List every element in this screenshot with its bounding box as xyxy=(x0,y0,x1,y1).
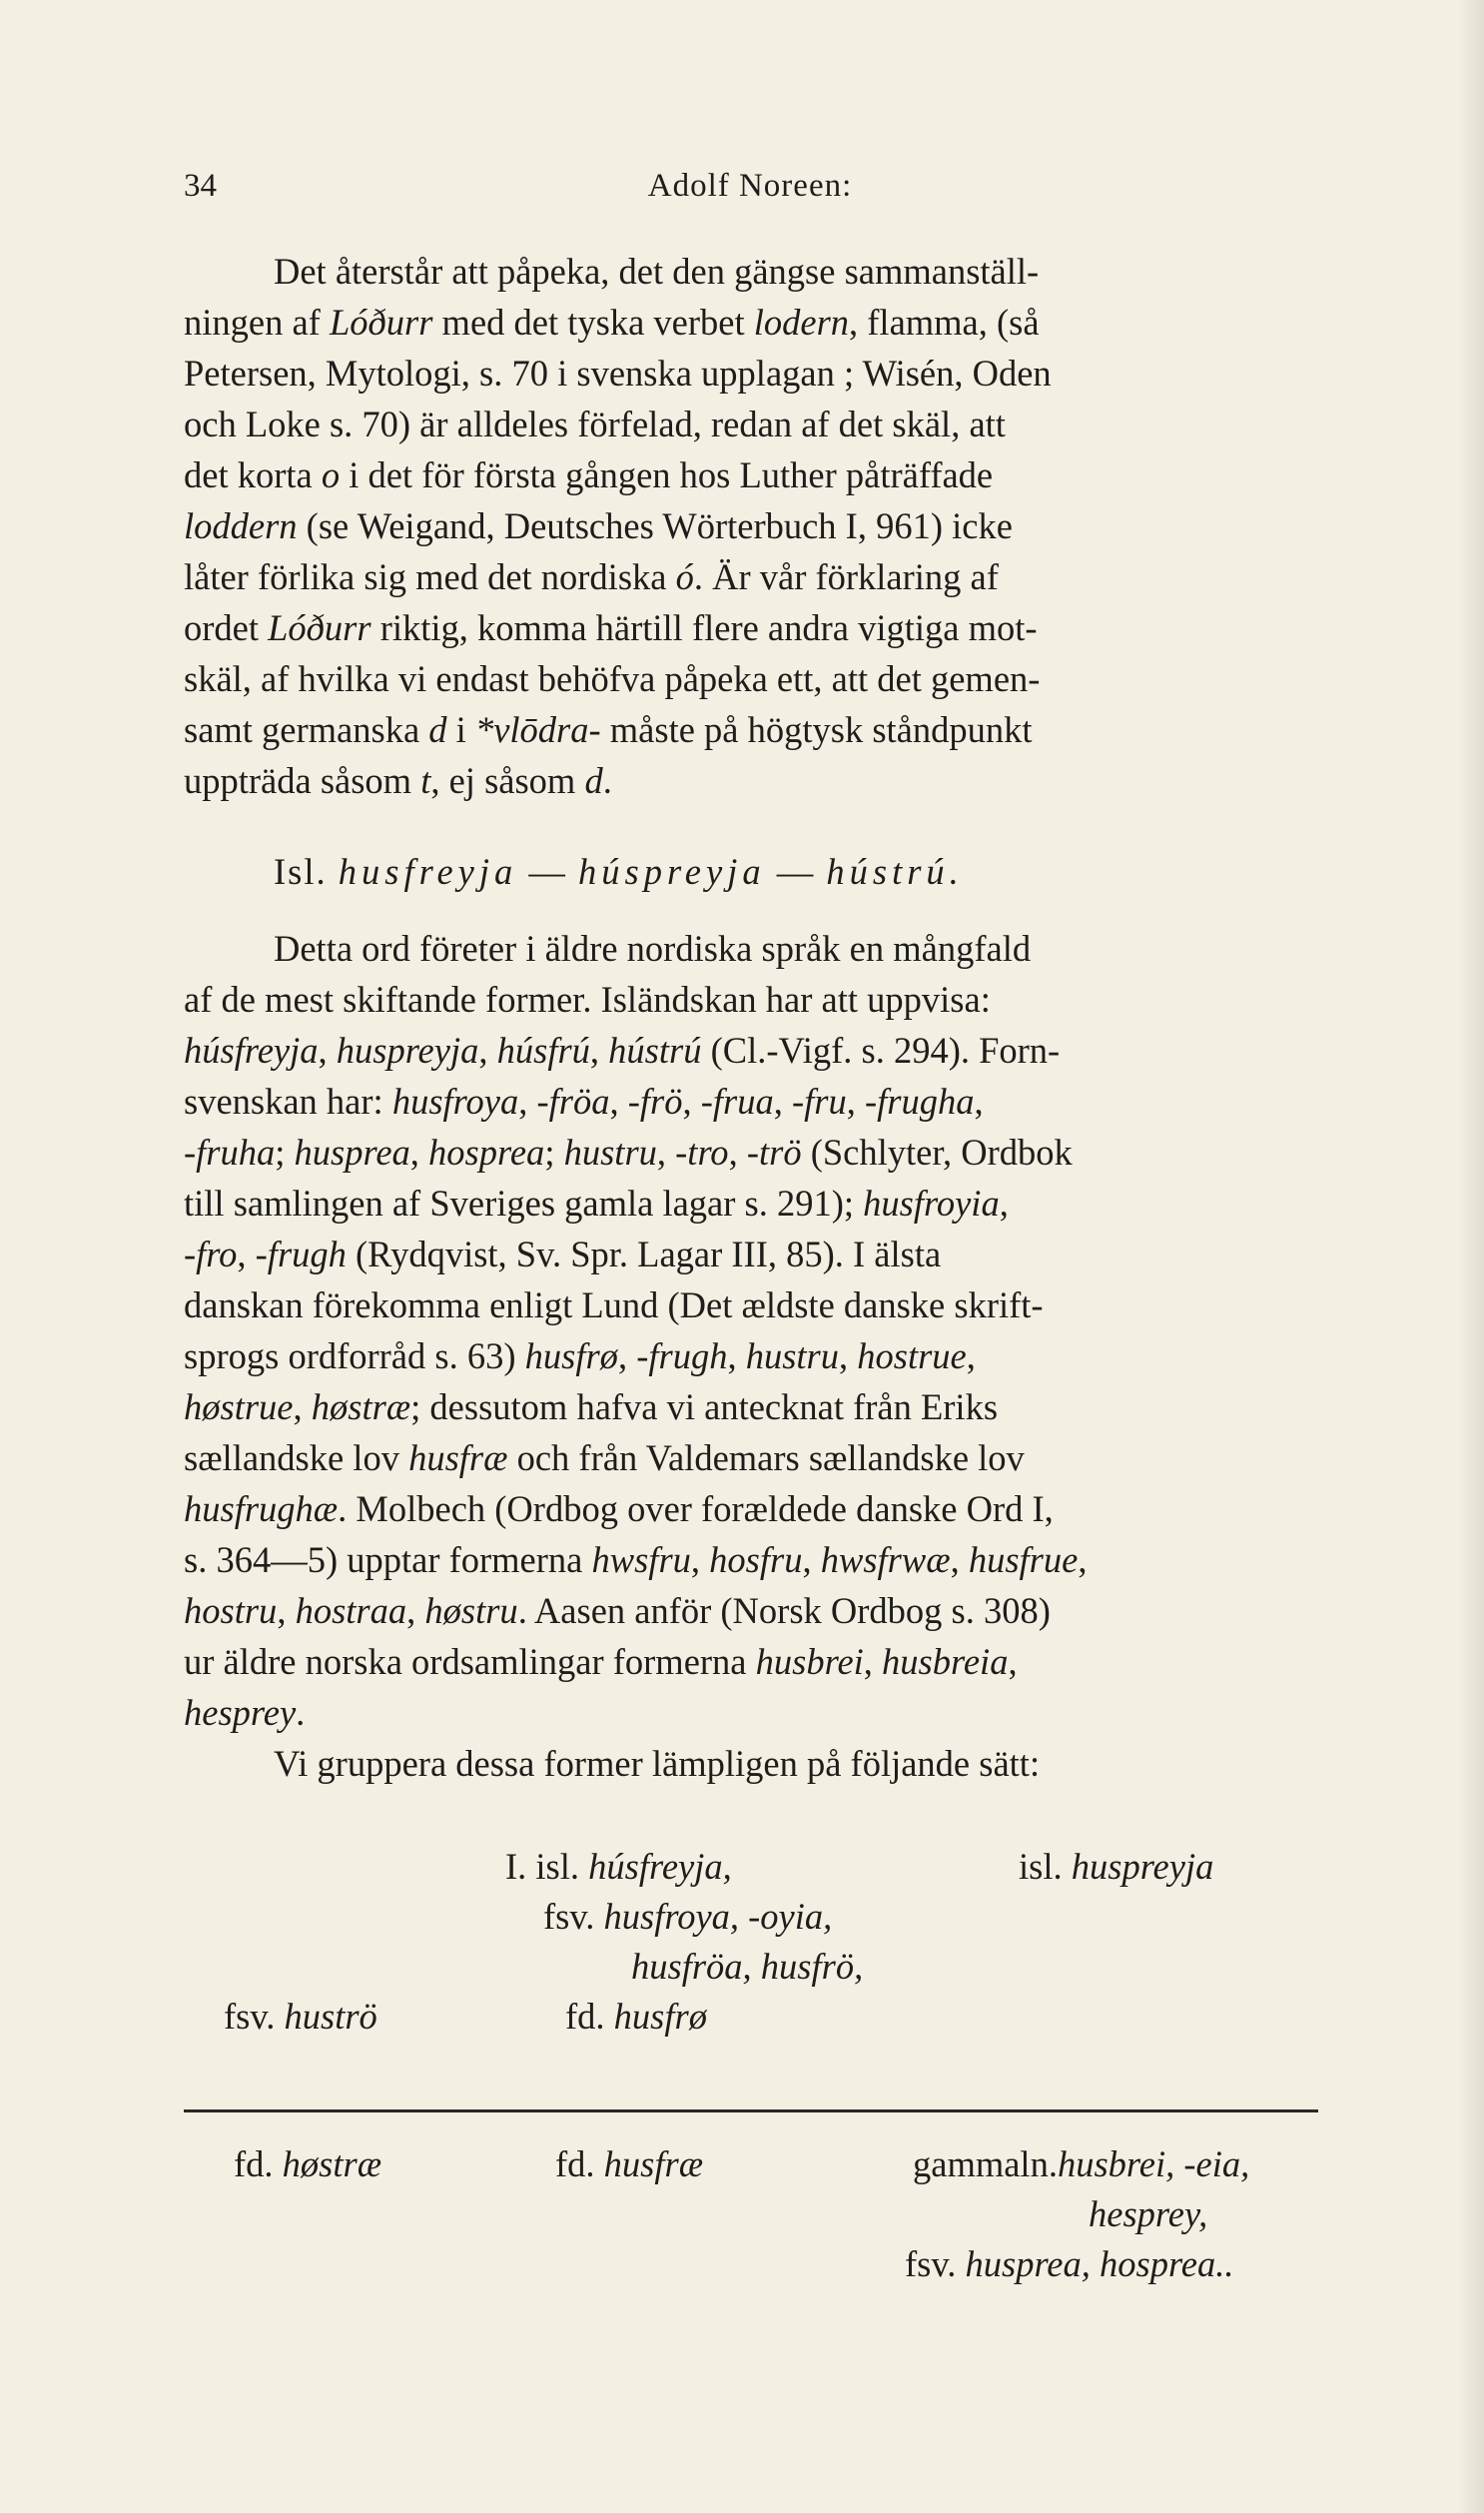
text-run: Lóðurr xyxy=(268,607,371,648)
text-run: s. 364—5) upptar formerna xyxy=(184,1539,592,1580)
running-head: Adolf Noreen: xyxy=(647,168,853,204)
text-line xyxy=(184,449,1318,500)
table-cell: fsv. huströ xyxy=(224,1996,377,2037)
text-line xyxy=(184,1330,1318,1381)
text-line xyxy=(184,246,1318,297)
text-run: i det för första gången hos Luther påträffade xyxy=(340,454,994,495)
table-cell: isl. huspreyja xyxy=(1019,1846,1214,1887)
text-run: och från Valdemars sællandske lov xyxy=(507,1437,1025,1478)
text-run: , xyxy=(966,1335,976,1376)
text-line xyxy=(184,1585,1318,1636)
text-run: , xyxy=(656,1132,676,1173)
text-run: *vlōdra- xyxy=(474,709,601,750)
table-cell: fd. høstræ xyxy=(234,2143,382,2184)
table-cell: fsv. husprea, hosprea.. xyxy=(905,2243,1234,2284)
text-run: høstrue xyxy=(184,1386,294,1427)
text-run: -fro xyxy=(184,1234,238,1274)
text-run: ur äldre norska ordsamlingar formerna xyxy=(184,1641,756,1682)
text-run: det korta xyxy=(184,454,322,495)
text-line xyxy=(184,348,1318,399)
text-run: , xyxy=(617,1335,637,1376)
text-run: , xyxy=(839,1335,858,1376)
text-run: , xyxy=(974,1081,984,1122)
text-line xyxy=(184,1178,1318,1229)
text-run: , xyxy=(237,1234,256,1274)
text-run: sællandske lov xyxy=(184,1437,409,1478)
text-run: husfrughæ xyxy=(184,1488,339,1529)
text-run: t xyxy=(420,760,431,801)
text-run: . Molbech (Ordbog over forældede danske Ord I, xyxy=(338,1488,1054,1529)
text-run: sprogs ordforråd s. 63) xyxy=(184,1335,525,1376)
text-run: husfroyia xyxy=(863,1183,1000,1224)
text-line xyxy=(184,755,1318,806)
text-run: med det tyska verbet xyxy=(432,302,754,343)
text-run: hustru xyxy=(563,1132,657,1173)
text-run: husfrø xyxy=(524,1335,618,1376)
text-run: húsfrú xyxy=(496,1030,590,1071)
text-run: -frugha xyxy=(864,1081,975,1122)
text-run: Detta ord företer i äldre nordiska språk en mångfald xyxy=(274,928,1032,969)
text-run: , xyxy=(609,1081,628,1122)
body-text xyxy=(184,246,1318,1789)
text-run: lodern xyxy=(753,302,850,343)
text-line xyxy=(184,1687,1318,1738)
text-run: -frö xyxy=(627,1081,683,1122)
text-run: af de mest skiftande former. Isländskan har att uppvisa: xyxy=(184,979,991,1020)
text-run: hwsfru xyxy=(591,1539,691,1580)
text-line xyxy=(184,974,1318,1025)
table-cell: fd. husfrø xyxy=(565,1996,707,2037)
text-run: . xyxy=(296,1692,306,1733)
text-line xyxy=(184,1025,1318,1076)
text-line xyxy=(184,1381,1318,1432)
text-run: húsfreyja xyxy=(184,1030,319,1071)
text-run: huspreyja xyxy=(336,1030,479,1071)
text-run: danskan förekomma enligt Lund (Det ældste danske skrift- xyxy=(184,1284,1044,1325)
text-run: husbreia xyxy=(882,1641,1009,1682)
text-line xyxy=(184,1076,1318,1127)
text-run: , xyxy=(478,1030,497,1071)
text-run: , xyxy=(690,1539,710,1580)
text-run: hústrú xyxy=(608,1030,702,1071)
text-run: , xyxy=(518,1081,537,1122)
text-run: , xyxy=(802,1539,821,1580)
text-run: -frugh xyxy=(636,1335,728,1376)
text-run: d xyxy=(584,760,603,801)
text-line xyxy=(184,1636,1318,1687)
text-line xyxy=(184,1127,1318,1178)
table-cell: fsv. husfroya, -oyia, xyxy=(543,1896,833,1937)
text-run: , xyxy=(727,1335,746,1376)
text-line xyxy=(184,653,1318,704)
text-run: husfræ xyxy=(408,1437,508,1478)
text-run: , xyxy=(682,1081,701,1122)
text-run: høstru xyxy=(424,1590,518,1631)
page-header xyxy=(184,168,1316,218)
text-run: Petersen, Mytologi, s. 70 i svenska upplagan ; Wisén, Oden xyxy=(184,353,1052,394)
text-line xyxy=(184,1483,1318,1534)
text-run: , xyxy=(846,1081,865,1122)
text-run: d xyxy=(428,709,447,750)
text-run: , flamma, (så xyxy=(849,302,1040,343)
table-cell: husfröa, husfrö, xyxy=(631,1946,864,1987)
text-run: , ej såsom xyxy=(430,760,585,801)
text-run: , xyxy=(950,1539,969,1580)
text-run: -trö xyxy=(746,1132,802,1173)
text-run: . Är vår förklaring af xyxy=(693,556,999,597)
text-run: hostraa xyxy=(295,1590,407,1631)
text-line xyxy=(184,923,1318,974)
text-run: loddern xyxy=(184,505,298,546)
text-run: , xyxy=(1078,1539,1088,1580)
text-run: , xyxy=(589,1030,609,1071)
text-run: høstræ xyxy=(311,1386,411,1427)
paragraph-lodurr xyxy=(184,246,1318,806)
paragraph-grouping xyxy=(184,1738,1318,1789)
text-run: hesprey xyxy=(184,1692,297,1733)
table-cell: fd. husfræ xyxy=(555,2143,704,2184)
text-run: husprea xyxy=(294,1132,410,1173)
text-run: husfrue xyxy=(968,1539,1079,1580)
text-run: , xyxy=(293,1386,312,1427)
text-run: (se Weigand, Deutsches Wörterbuch I, 961) icke xyxy=(297,505,1013,546)
text-run: (Cl.-Vigf. s. 294). Forn- xyxy=(701,1030,1061,1071)
text-run: , xyxy=(999,1183,1009,1224)
section-heading: Isl. husfreyja — húspreyja — hústrú. xyxy=(274,851,964,892)
text-run: hostrue xyxy=(857,1335,967,1376)
text-run: till samlingen af Sveriges gamla lagar s. 291); xyxy=(184,1183,864,1224)
text-run: , xyxy=(277,1590,296,1631)
text-line xyxy=(184,704,1318,755)
text-run: ningen af xyxy=(184,302,330,343)
text-run: ordet xyxy=(184,607,269,648)
text-run: riktig, komma härtill flere andra vigtiga mot- xyxy=(371,607,1038,648)
text-run: hustru xyxy=(745,1335,839,1376)
text-run: husfroya xyxy=(391,1081,519,1122)
text-run: Lóðurr xyxy=(329,302,433,343)
text-run: måste på högtysk ståndpunkt xyxy=(600,709,1033,750)
text-run: -fruha xyxy=(184,1132,276,1173)
text-line xyxy=(184,297,1318,348)
text-run: -fröa xyxy=(536,1081,610,1122)
text-line xyxy=(184,602,1318,653)
text-run: ó xyxy=(675,556,694,597)
table-cell: hesprey, xyxy=(1089,2193,1208,2234)
text-run: husbrei xyxy=(755,1641,864,1682)
page-number: 34 xyxy=(184,168,217,204)
text-run: , xyxy=(863,1641,883,1682)
text-line xyxy=(184,1534,1318,1585)
text-run: i xyxy=(446,709,475,750)
table-cell: gammaln.husbrei, -eia, xyxy=(913,2143,1250,2184)
text-run: -tro xyxy=(675,1132,729,1173)
text-run: hosprea xyxy=(428,1132,545,1173)
text-run: ; dessutom hafva vi antecknat från Eriks xyxy=(410,1386,999,1427)
text-run: , xyxy=(409,1132,429,1173)
text-run: hosfru xyxy=(709,1539,803,1580)
text-run: Det återstår att påpeka, det den gängse sammanställ- xyxy=(274,251,1040,292)
text-run: . Aasen anför (Norsk Ordbog s. 308) xyxy=(517,1590,1051,1631)
text-run: ; xyxy=(544,1132,564,1173)
text-line xyxy=(184,1432,1318,1483)
text-run: samt germanska xyxy=(184,709,429,750)
text-run: -frua xyxy=(700,1081,774,1122)
text-run: ; xyxy=(275,1132,295,1173)
text-run: , xyxy=(406,1590,425,1631)
table-cell: I. isl. húsfreyja, xyxy=(505,1846,732,1887)
text-run: hwsfrwæ xyxy=(820,1539,951,1580)
text-run: (Rydqvist, Sv. Spr. Lagar III, 85). I älsta xyxy=(346,1234,942,1274)
text-run: skäl, af hvilka vi endast behöfva påpeka ett, att det gemen- xyxy=(184,658,1041,699)
text-line xyxy=(184,1229,1318,1279)
text-run: . xyxy=(602,760,612,801)
text-run: , xyxy=(318,1030,337,1071)
text-run: -fru xyxy=(791,1081,847,1122)
text-run: (Schlyter, Ordbok xyxy=(801,1132,1073,1173)
grouping-intro: Vi gruppera dessa former lämpligen på följande sätt: xyxy=(274,1743,1041,1784)
text-run: och Loke s. 70) är alldeles förfelad, redan af det skäl, att xyxy=(184,404,1006,444)
text-line xyxy=(184,500,1318,551)
text-line xyxy=(184,551,1318,602)
text-run: låter förlika sig med det nordiska xyxy=(184,556,676,597)
text-run: , xyxy=(728,1132,747,1173)
text-run: uppträda såsom xyxy=(184,760,421,801)
text-run: , xyxy=(773,1081,792,1122)
text-run: hostru xyxy=(184,1590,278,1631)
text-run: , xyxy=(1008,1641,1018,1682)
text-line xyxy=(184,399,1318,449)
text-run: svenskan har: xyxy=(184,1081,392,1122)
paragraph-husfreyja xyxy=(184,923,1318,1738)
text-line xyxy=(184,1279,1318,1330)
text-run: -frugh xyxy=(255,1234,347,1274)
page-gutter-shadow xyxy=(1458,0,1484,2513)
text-run: o xyxy=(321,454,341,495)
table-divider xyxy=(184,2109,1318,2112)
